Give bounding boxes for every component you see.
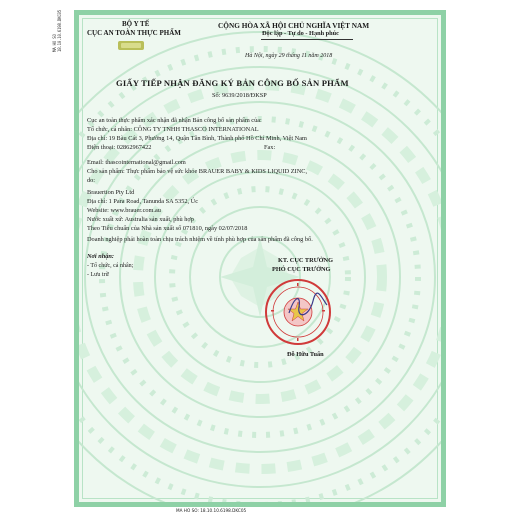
ministry-name: BỘ Y TẾ — [122, 20, 150, 28]
signer-role-1: KT. CỤC TRƯỞNG — [278, 257, 333, 264]
certificate-document — [74, 10, 446, 507]
org-phone: Điện thoại: 02862967422 — [87, 144, 152, 151]
org-fax: Fax: — [264, 144, 276, 151]
motto-underline — [261, 39, 353, 40]
responsibility-note: Doanh nghiệp phải hoàn toàn chịu trách nhiệm về tính phù hợp của sản phẩm đã công bố. — [87, 236, 313, 243]
recipients-heading: Nơi nhận: — [87, 253, 115, 260]
agency-logo — [118, 41, 144, 50]
confirm-line: Cục an toàn thực phẩm xác nhận đã nhận Bản công bố sản phẩm của: — [87, 117, 262, 124]
department-name: CỤC AN TOÀN THỰC PHẨM — [87, 29, 181, 37]
recipient-item: - Lưu trữ — [87, 272, 109, 278]
document-number: Số: 9639/2018/ĐKSP — [212, 92, 267, 99]
standard-reference: Theo Tiêu chuẩn của Nhà sản xuất số 071810, ngày 02/07/2018 — [87, 225, 248, 232]
republic-name: CỘNG HÒA XÃ HỘI CHỦ NGHĨA VIỆT NAM — [218, 21, 370, 30]
origin-country: Nước xuất xứ: Australia sản xuất, phù hợp — [87, 216, 194, 223]
signature-scrawl — [285, 291, 331, 321]
document-title: GIẤY TIẾP NHẬN ĐĂNG KÝ BẢN CÔNG BỐ SẢN PHẨM — [116, 78, 349, 88]
national-motto: Độc lập - Tự do - Hạnh phúc — [262, 30, 339, 37]
bronze-drum-watermark — [79, 15, 441, 502]
manufacturer-website: Website: www.brauer.com.au — [87, 207, 161, 214]
org-email: Email: thascointernational@gmail.com — [87, 159, 186, 166]
manufacturer-name: Brauertion Pty Ltd — [87, 189, 135, 196]
place-date: Hà Nội, ngày 29 tháng 11 năm 2018 — [245, 53, 333, 59]
signer-name: Đỗ Hữu Tuấn — [287, 351, 324, 358]
document-footer-code: MA HO SO: 18.10.10.6198.DKC05 — [176, 508, 247, 513]
product-line-cont: do: — [87, 177, 96, 184]
document-code-vertical: MA HO SO 18.10.10.6198.DKC05 — [52, 10, 62, 52]
organization: Tổ chức, cá nhân: CÔNG TY TNHH THASCO INTERNATIONAL — [87, 126, 259, 133]
product-line: Cho sản phẩm: Thực phẩm bảo vệ sức khỏe BRAUER BABY & KIDS LIQUID ZINC, — [87, 168, 308, 175]
org-address: Địa chỉ: 19 Bàu Cát 3, Phường 14, Quận Tân Bình, Thành phố Hồ Chí Minh, Việt Nam — [87, 135, 307, 142]
signer-role-2: PHÓ CỤC TRƯỞNG — [272, 266, 331, 273]
manufacturer-address: Địa chỉ: 1 Para Road, Tanunda SA 5352, Úc — [87, 198, 199, 205]
recipient-item: - Tổ chức, cá nhân; — [87, 263, 134, 269]
